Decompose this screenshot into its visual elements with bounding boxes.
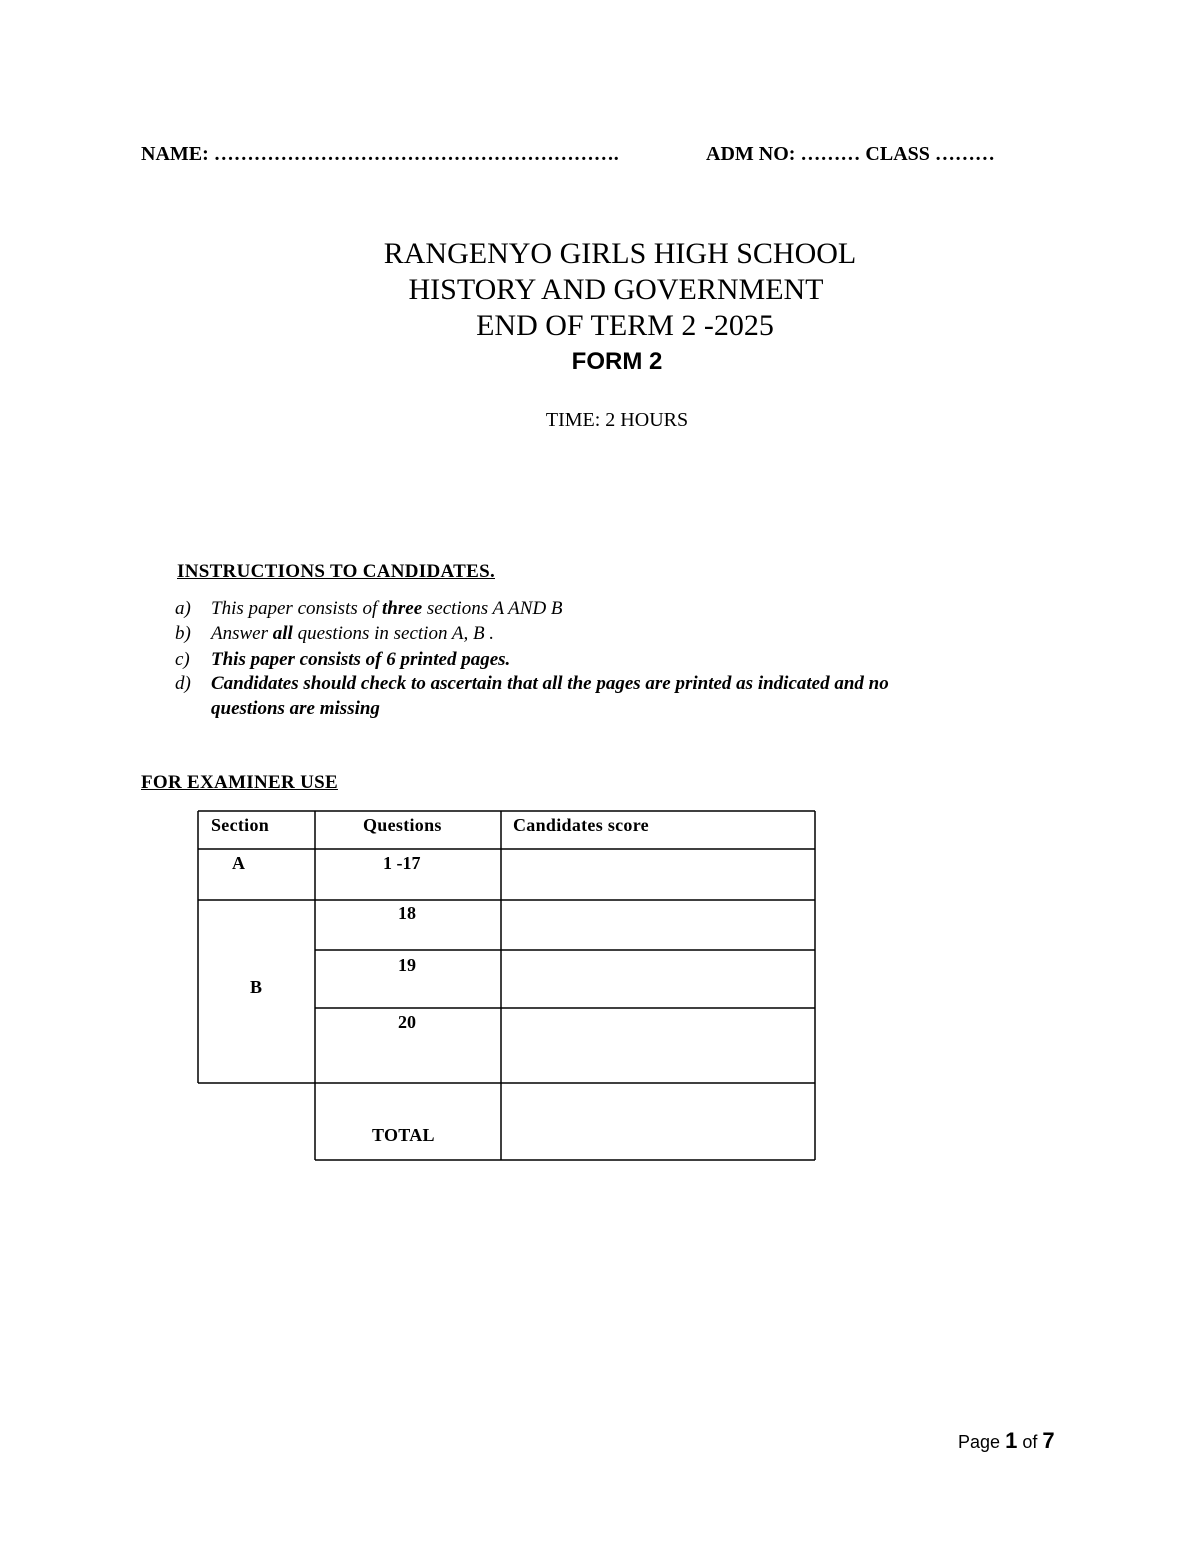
term-title: END OF TERM 2 -2025	[476, 309, 774, 342]
page-number: Page 1 of 7	[958, 1428, 1055, 1453]
instruction-marker: a)	[175, 598, 191, 619]
instruction-item: d) Candidates should check to ascertain that all the pages are printed as indicated and no	[175, 673, 889, 694]
instruction-marker: d)	[175, 673, 191, 694]
instruction-item: c) This paper consists of 6 printed pages.	[175, 649, 511, 670]
school-name: RANGENYO GIRLS HIGH SCHOOL	[383, 237, 857, 270]
questions-cell: 19	[398, 955, 416, 975]
subject-title: HISTORY AND GOVERNMENT	[408, 273, 824, 306]
section-a-label: A	[232, 853, 245, 873]
instruction-continuation: questions are missing	[211, 698, 380, 719]
form-title: FORM 2	[571, 348, 663, 375]
column-header-score: Candidates score	[513, 815, 649, 835]
instructions-heading: INSTRUCTIONS TO CANDIDATES.	[177, 561, 495, 582]
section-b-label: B	[250, 977, 263, 997]
instruction-item: a) This paper consists of three sections A AND B	[175, 598, 563, 619]
column-header-section: Section	[211, 815, 270, 835]
instruction-marker: c)	[175, 649, 190, 670]
instruction-marker: b)	[175, 623, 191, 644]
questions-cell: 20	[398, 1012, 416, 1032]
total-label: TOTAL	[372, 1125, 435, 1145]
exam-time: TIME: 2 HOURS	[545, 409, 689, 431]
instruction-item: b) Answer all questions in section A, B .	[175, 623, 495, 644]
examiner-heading: FOR EXAMINER USE	[141, 772, 338, 793]
name-field: NAME: …………………………………………………….	[141, 143, 619, 165]
questions-cell: 1 -17	[383, 853, 421, 873]
column-header-questions: Questions	[363, 815, 442, 835]
questions-cell: 18	[398, 903, 416, 923]
adm-class-field: ADM NO: ……… CLASS ………	[706, 143, 995, 165]
